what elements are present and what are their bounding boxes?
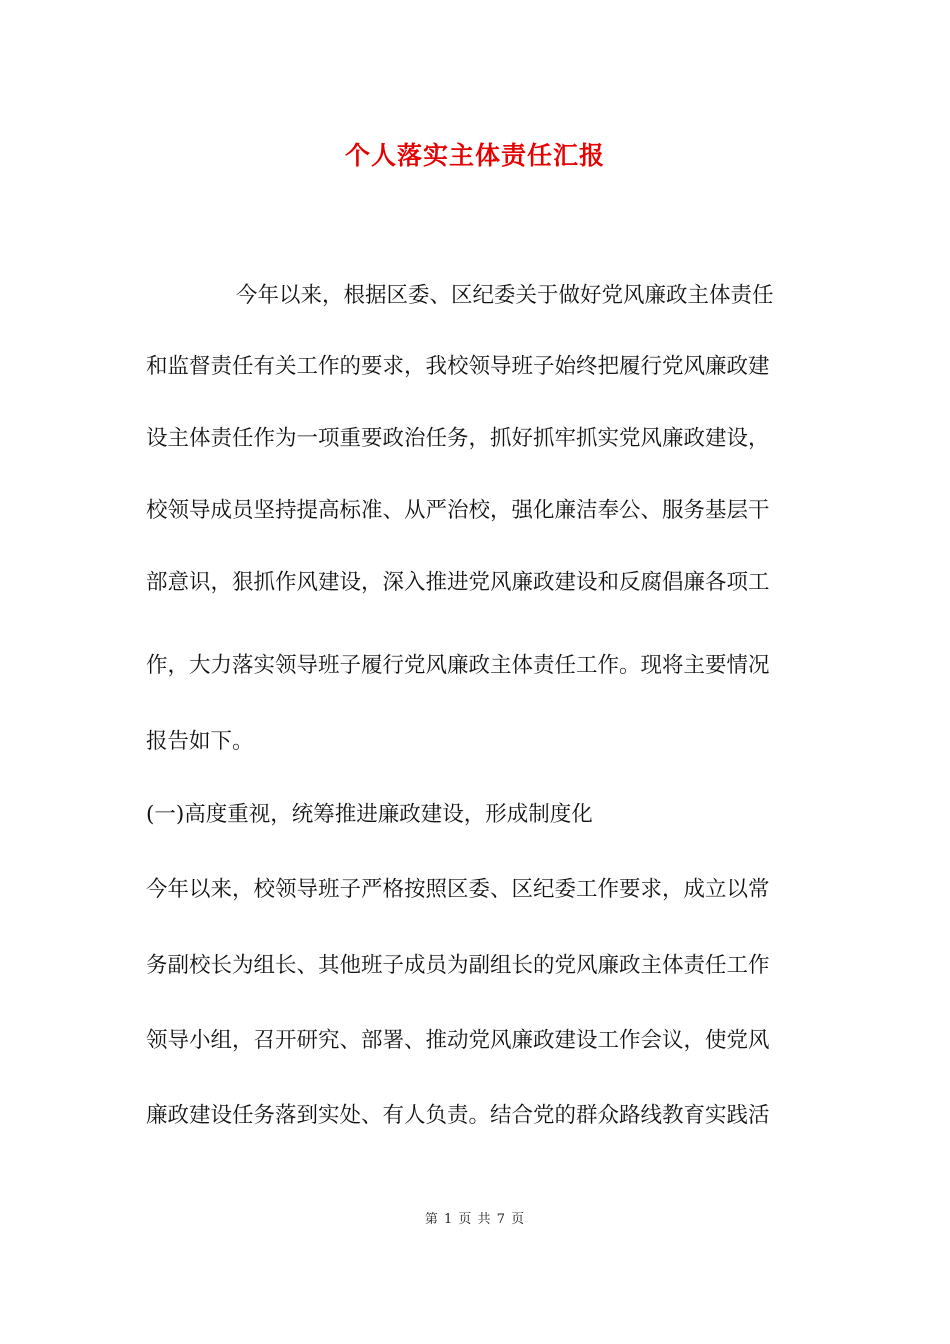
- page-number: 第 1 页 共 7 页: [424, 1212, 526, 1227]
- paragraph-line: 部意识，狠抓作风建设，深入推进党风廉政建设和反腐倡廉各项工: [146, 570, 770, 595]
- paragraph-line: 今年以来，根据区委、区纪委关于做好党风廉政主体责任: [236, 283, 774, 308]
- paragraph-line: 报告如下。: [146, 729, 254, 754]
- paragraph-line: 校领导成员坚持提高标准、从严治校，强化廉洁奉公、服务基层干: [146, 498, 770, 523]
- paragraph-line: 设主体责任作为一项重要政治任务，抓好抓牢抓实党风廉政建设，: [146, 426, 770, 451]
- paragraph-line: 作，大力落实领导班子履行党风廉政主体责任工作。现将主要情况: [146, 653, 770, 678]
- document-title: 个人落实主体责任汇报: [344, 141, 605, 170]
- paragraph-line: 廉政建设任务落到实处、有人负责。结合党的群众路线教育实践活: [146, 1103, 770, 1128]
- paragraph-line: 今年以来，校领导班子严格按照区委、区纪委工作要求，成立以常: [146, 877, 770, 902]
- paragraph-line: 务副校长为组长、其他班子成员为副组长的党风廉政主体责任工作: [146, 953, 770, 978]
- paragraph-line: 和监督责任有关工作的要求，我校领导班子始终把履行党风廉政建: [146, 354, 770, 379]
- section-heading: (一)高度重视，统筹推进廉政建设，形成制度化: [146, 802, 593, 827]
- paragraph-line: 领导小组，召开研究、部署、推动党风廉政建设工作会议，使党风: [146, 1028, 770, 1053]
